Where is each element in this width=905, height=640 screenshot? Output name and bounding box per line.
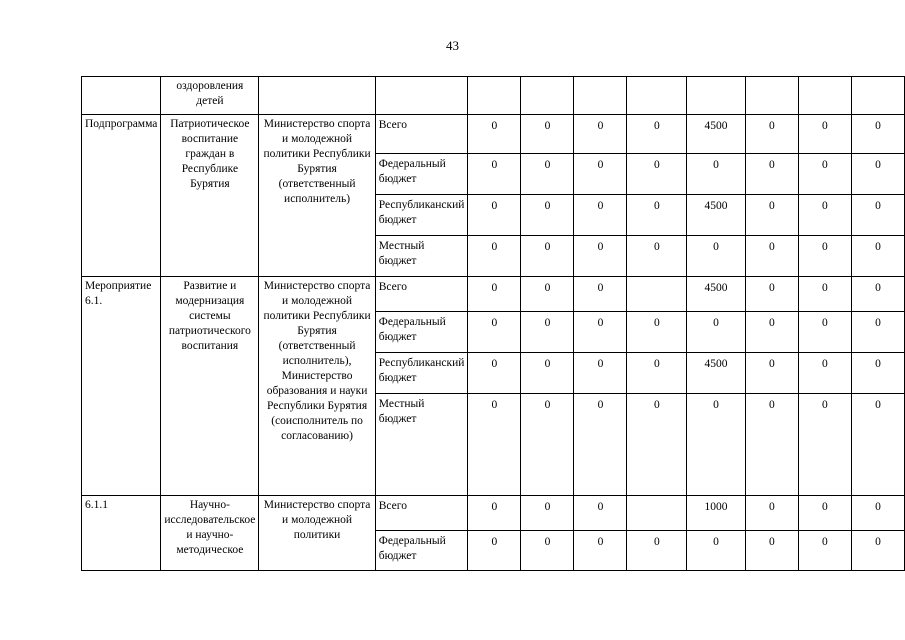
value-cell: 0 <box>798 531 851 571</box>
value-cell: 0 <box>521 195 574 236</box>
value-cell: 0 <box>687 154 746 195</box>
value-cell: 0 <box>521 496 574 531</box>
value-cell: 0 <box>574 277 627 312</box>
value-cell: 0 <box>521 277 574 312</box>
value-cell: 0 <box>798 312 851 353</box>
value-cell: 0 <box>468 115 521 154</box>
value-cell: 0 <box>851 115 904 154</box>
value-cell: 0 <box>798 496 851 531</box>
value-cell: 0 <box>745 312 798 353</box>
value-cell: 0 <box>745 115 798 154</box>
value-cell: 0 <box>468 496 521 531</box>
row-name-cell: Научно-исследовательское и научно-методическое <box>161 496 259 571</box>
value-cell: 0 <box>521 394 574 496</box>
funding-source-cell: Местный бюджет <box>375 236 468 277</box>
value-cell: 0 <box>574 531 627 571</box>
value-cell: 0 <box>798 195 851 236</box>
value-cell: 0 <box>574 394 627 496</box>
value-cell: 0 <box>574 312 627 353</box>
funding-source-cell <box>375 77 468 115</box>
page-number: 43 <box>446 38 459 53</box>
funding-source-cell: Республиканский бюджет <box>375 353 468 394</box>
value-cell: 4500 <box>687 277 746 312</box>
value-cell: 0 <box>468 195 521 236</box>
value-cell: 0 <box>851 496 904 531</box>
row-executor-cell: Министерство спорта и молодежной политики <box>259 496 375 571</box>
value-cell: 0 <box>521 531 574 571</box>
value-cell: 0 <box>468 154 521 195</box>
value-cell: 0 <box>627 353 687 394</box>
value-cell <box>687 77 746 115</box>
value-cell: 0 <box>521 312 574 353</box>
value-cell: 0 <box>851 353 904 394</box>
value-cell: 0 <box>745 195 798 236</box>
value-cell: 0 <box>745 394 798 496</box>
value-cell: 0 <box>851 154 904 195</box>
value-cell: 4500 <box>687 195 746 236</box>
value-cell: 0 <box>687 394 746 496</box>
row-executor-cell: Министерство спорта и молодежной политики Республики Бурятия (ответственный исполнитель), Министерство образования и науки Республики Бурятия (соисполнитель по согласованию) <box>259 277 375 496</box>
value-cell: 4500 <box>687 115 746 154</box>
value-cell: 0 <box>521 154 574 195</box>
value-cell: 0 <box>627 236 687 277</box>
value-cell: 0 <box>745 353 798 394</box>
table-row <box>82 277 905 312</box>
row-name-cell: Патриотическое воспитание граждан в Республике Бурятия <box>161 115 259 277</box>
value-cell <box>574 77 627 115</box>
row-code-cell <box>82 77 161 115</box>
value-cell: 0 <box>574 195 627 236</box>
value-cell: 0 <box>798 115 851 154</box>
value-cell: 0 <box>851 312 904 353</box>
value-cell: 1000 <box>687 496 746 531</box>
value-cell <box>627 277 687 312</box>
value-cell: 0 <box>521 353 574 394</box>
value-cell: 0 <box>627 115 687 154</box>
budget-table <box>81 76 905 571</box>
value-cell: 0 <box>574 236 627 277</box>
table-row <box>82 115 905 154</box>
value-cell: 0 <box>745 277 798 312</box>
value-cell: 0 <box>745 236 798 277</box>
row-code-cell: Мероприятие 6.1. <box>82 277 161 496</box>
value-cell: 0 <box>468 312 521 353</box>
value-cell: 0 <box>627 531 687 571</box>
value-cell: 0 <box>851 531 904 571</box>
value-cell: 0 <box>798 394 851 496</box>
value-cell: 0 <box>851 236 904 277</box>
value-cell: 0 <box>798 353 851 394</box>
value-cell: 0 <box>627 154 687 195</box>
row-name-cell: Развитие и модернизация системы патриотического воспитания <box>161 277 259 496</box>
value-cell: 0 <box>574 115 627 154</box>
row-executor-cell: Министерство спорта и молодежной политики Республики Бурятия (ответственный исполнитель) <box>259 115 375 277</box>
value-cell: 0 <box>521 236 574 277</box>
value-cell: 0 <box>798 236 851 277</box>
row-code-cell: Подпрограмма <box>82 115 161 277</box>
value-cell: 0 <box>798 277 851 312</box>
row-code-cell: 6.1.1 <box>82 496 161 571</box>
value-cell: 0 <box>851 195 904 236</box>
value-cell: 0 <box>745 496 798 531</box>
value-cell: 0 <box>687 236 746 277</box>
table-row <box>82 77 905 115</box>
value-cell: 0 <box>574 154 627 195</box>
value-cell: 0 <box>745 531 798 571</box>
value-cell: 0 <box>851 277 904 312</box>
value-cell <box>521 77 574 115</box>
value-cell: 0 <box>574 496 627 531</box>
value-cell: 0 <box>468 531 521 571</box>
funding-source-cell: Всего <box>375 115 468 154</box>
funding-source-cell: Всего <box>375 496 468 531</box>
value-cell: 0 <box>468 236 521 277</box>
value-cell: 0 <box>468 353 521 394</box>
table-row <box>82 496 905 531</box>
value-cell: 0 <box>627 312 687 353</box>
value-cell <box>468 77 521 115</box>
funding-source-cell: Всего <box>375 277 468 312</box>
funding-source-cell: Федеральный бюджет <box>375 312 468 353</box>
value-cell <box>627 496 687 531</box>
value-cell: 0 <box>687 312 746 353</box>
funding-source-cell: Федеральный бюджет <box>375 531 468 571</box>
value-cell: 0 <box>687 531 746 571</box>
value-cell <box>627 77 687 115</box>
funding-source-cell: Местный бюджет <box>375 394 468 496</box>
value-cell: 0 <box>627 394 687 496</box>
value-cell: 0 <box>627 195 687 236</box>
value-cell: 0 <box>521 115 574 154</box>
value-cell: 0 <box>798 154 851 195</box>
value-cell: 0 <box>468 277 521 312</box>
row-executor-cell <box>259 77 375 115</box>
value-cell <box>798 77 851 115</box>
value-cell: 0 <box>468 394 521 496</box>
value-cell <box>851 77 904 115</box>
value-cell: 4500 <box>687 353 746 394</box>
value-cell: 0 <box>745 154 798 195</box>
row-name-cell: оздоровления детей <box>161 77 259 115</box>
value-cell: 0 <box>574 353 627 394</box>
value-cell <box>745 77 798 115</box>
value-cell: 0 <box>851 394 904 496</box>
funding-source-cell: Федеральный бюджет <box>375 154 468 195</box>
funding-source-cell: Республиканский бюджет <box>375 195 468 236</box>
